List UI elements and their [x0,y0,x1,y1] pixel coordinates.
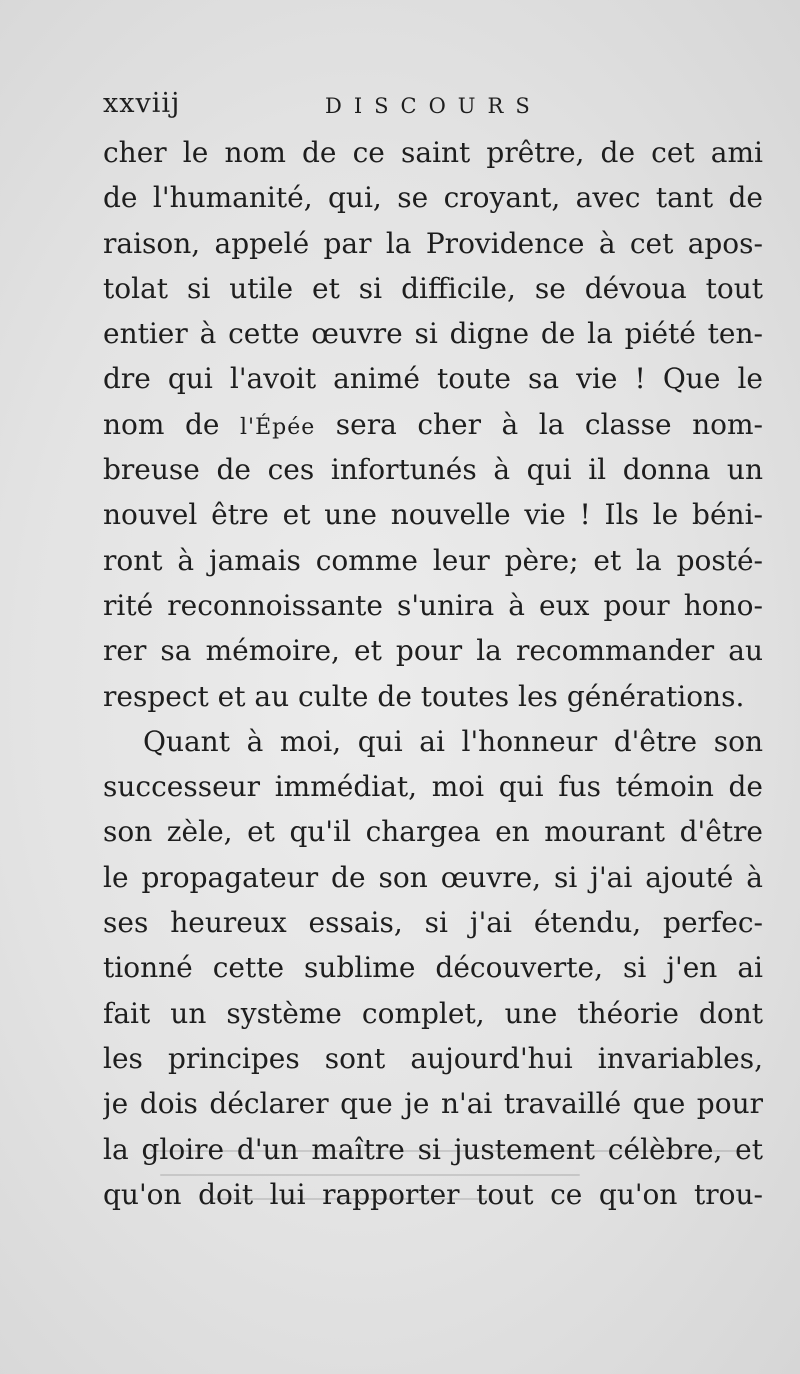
text-line: rer sa mémoire, et pour la recommander au [103,634,763,668]
body-text [103,130,763,1217]
text-line: ront à jamais comme leur père; et la posté- [103,543,763,577]
running-title: DISCOURS [325,94,542,118]
text-line: de l'humanité, qui, se croyant, avec tant de [103,181,763,215]
text-line: rité reconnoissante s'unira à eux pour hono- [103,588,763,622]
text-line: successeur immédiat, moi qui fus témoin de [103,770,763,804]
text-line: cher le nom de ce saint prêtre, de cet ami [103,136,763,169]
text-line: la gloire d'un maître si justement célèbre, et [103,1132,763,1166]
text-line: nouvel être et une nouvelle vie ! Ils le béni- [103,498,763,532]
text-line: tolat si utile et si difficile, se dévoua tout [103,271,763,305]
text-line: ses heureux essais, si j'ai étendu, perfec- [103,906,763,940]
text-line [103,402,763,447]
page-number: xxviij [103,88,181,119]
text-fragment: nom de [103,407,240,441]
text-fragment: sera cher à la classe nom- [315,407,763,441]
paragraph-first-line: Quant à moi, qui ai l'honneur d'être son [143,724,763,758]
running-head [103,88,763,128]
text-line: fait un système complet, une théorie dont [103,996,763,1030]
text-line: tionné cette sublime découverte, si j'en ai [103,951,763,985]
text-line: raison, appelé par la Providence à cet apos- [103,226,763,260]
text-line: je dois déclarer que je n'ai travaillé que pour [103,1087,763,1121]
text-line: qu'on doit lui rapporter tout ce qu'on trou- [103,1177,763,1211]
text-line: le propagateur de son œuvre, si j'ai ajouté à [103,860,763,894]
text-line: son zèle, et qu'il chargea en mourant d'être [103,815,763,849]
text-line: breuse de ces infortunés à qui il donna un [103,453,763,487]
name-epee: l'Épée [240,414,316,440]
text-line: respect et au culte de toutes les générations. [103,679,745,713]
text-line: les principes sont aujourd'hui invariables, [103,1041,763,1075]
text-line: entier à cette œuvre si digne de la piété ten- [103,317,763,351]
text-line: dre qui l'avoit animé toute sa vie ! Que le [103,362,763,396]
